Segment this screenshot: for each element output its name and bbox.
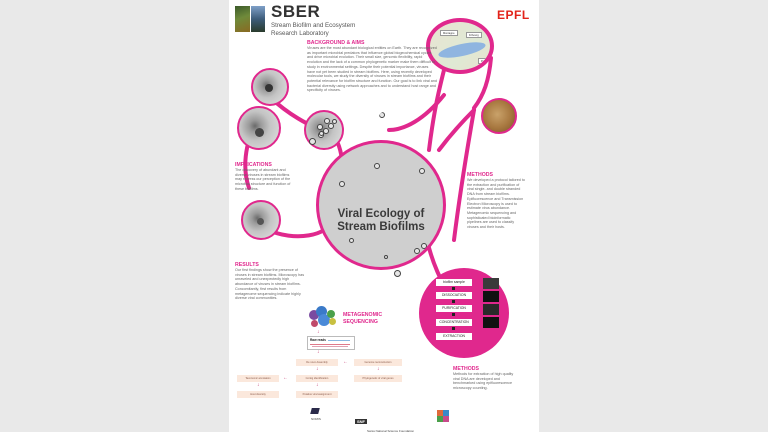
down-arrow: ↓ <box>316 382 319 388</box>
down-arrow <box>452 287 455 290</box>
map-label: Pully <box>478 58 490 64</box>
flow-box: Host diversity <box>237 391 279 398</box>
methods-text: We developed a protocol tailored to the extraction and purification of viral single- and double stranded DNA from stream biofilms. Epifluorescence and Transmission Electron Microscopy is used to estimate virus abundance. Metagenomic sequencing and sophisticated bioinformatic pipelines are used to classify viruses and their hosts. <box>467 178 525 230</box>
protocol-step: CONCENTRATION <box>436 319 472 326</box>
raw-reads-box <box>307 336 355 350</box>
flow-box: Contig identification <box>296 375 338 382</box>
flow-box: Phylogenetic of viral genes <box>354 375 402 382</box>
down-arrow: ↓ <box>257 382 260 388</box>
metagenomic-heading <box>343 312 382 326</box>
flow-box: De novo Assembly <box>296 359 338 366</box>
biofilm-photo-circle <box>481 98 517 134</box>
nomis-logo <box>311 408 331 424</box>
microscopy-image <box>483 317 499 328</box>
virion <box>324 118 330 124</box>
virion <box>309 138 316 145</box>
flow-box: Taxonomic annotation <box>237 375 279 382</box>
metagenomic-heading-line2: SEQUENCING <box>343 319 378 325</box>
map-label: Montagne <box>440 30 458 36</box>
implications-text: The discovery of abundant and diverse viruses in stream biofilms may redress our perception of the microbial structure and function of these biofilms. <box>235 168 291 191</box>
nomis-logo-text: NOMIS <box>311 417 321 421</box>
tem-image-circle <box>237 106 281 150</box>
left-arrow: ← <box>283 375 288 381</box>
methods-heading: METHODS <box>467 172 493 178</box>
background-heading: BACKGROUND & AIMS <box>307 40 365 46</box>
background-text: Viruses are the most abundant biological entities on Earth. They are recognized as important microbial predators that influence global biogeochemical cycles and drive microbial evolution. Their small size, genomic flexibility, rapid evolution and the lack of a common phylogenetic marker make them difficult to study in environmental settings. Despite their potential importance, viruses have not yet been studied in stream biofilms. Here, using recently developed molecular tools, we study the diversity of viruses in stream biofilms and their potential relevance for biofilm structure and function. Our goal is to link viral and bacterial diversity using network approaches and to understand host range and specificity of viruses. <box>307 46 437 93</box>
protocol-step: biofilm sample <box>436 279 472 286</box>
poster <box>229 0 539 432</box>
implications-section <box>235 162 297 192</box>
down-arrow <box>452 327 455 330</box>
down-arrow: ↓ <box>317 329 320 335</box>
microscopy-image <box>483 304 499 315</box>
microscopy-image <box>483 278 499 289</box>
protocol-step: EXTRACTION <box>436 333 472 340</box>
methods-section-bottom <box>453 366 515 391</box>
protocol-disk <box>419 268 509 358</box>
lab-name: Stream Biofilm and Ecosystem Research Laboratory <box>271 22 356 37</box>
lab-abbrev: SBER <box>271 2 321 21</box>
left-arrow: ← <box>343 359 348 365</box>
epfl-logo: EPFL <box>497 8 530 22</box>
virion <box>394 270 401 277</box>
down-arrow <box>452 313 455 316</box>
down-arrow: ↓ <box>317 349 320 355</box>
down-arrow <box>452 300 455 303</box>
methods-heading: METHODS <box>453 366 479 372</box>
implications-heading: IMPLICATIONS <box>235 162 272 168</box>
flow-box: Genome reconstruction <box>354 359 402 366</box>
protocol-step: DISSOCIATION <box>436 292 472 299</box>
virion <box>319 131 324 136</box>
main-title-circle <box>316 140 446 270</box>
methods-text: Methods for extraction of high quality viral DNA are developed and benchmarked using epifluorescence microscopy counting. <box>453 372 514 391</box>
viral-cluster-illustration <box>307 304 339 330</box>
down-arrow: ↓ <box>316 366 319 372</box>
down-arrow: ↓ <box>377 366 380 372</box>
poster-title-line1: Viral Ecology of <box>337 208 425 220</box>
snf-logo-text: Swiss National Science Foundation <box>367 429 415 432</box>
virion <box>317 124 323 130</box>
tem-image-circle <box>251 68 289 106</box>
snf-logo <box>355 410 435 432</box>
methods-section-top <box>467 172 525 230</box>
protocol-step: PURIFICATION <box>436 305 472 312</box>
raw-reads-label: Raw reads <box>310 338 326 342</box>
snf-logo-mark: SNF <box>357 419 365 424</box>
poster-title-line2: Stream Biofilms <box>337 221 425 233</box>
map-label: Fribourg <box>466 32 482 38</box>
results-section <box>235 262 307 301</box>
partner-logo <box>437 410 449 422</box>
results-text: Our first findings show the presence of viruses in stream biofilms. Microscopy has unraveled and unexpectedly high abundance of viruses in stream biofilms. Concomitantly, first results from metagenome sequencing indicate highly diverse viral communities. <box>235 268 305 301</box>
metagenomic-heading-line1: METAGENOMIC <box>343 312 383 318</box>
tem-image-circle <box>241 200 281 240</box>
flow-box: Putative viral assignment <box>296 391 338 398</box>
background-section <box>307 40 437 93</box>
results-heading: RESULTS <box>235 262 259 268</box>
microscopy-image <box>483 291 499 302</box>
virion-cluster <box>379 112 389 122</box>
